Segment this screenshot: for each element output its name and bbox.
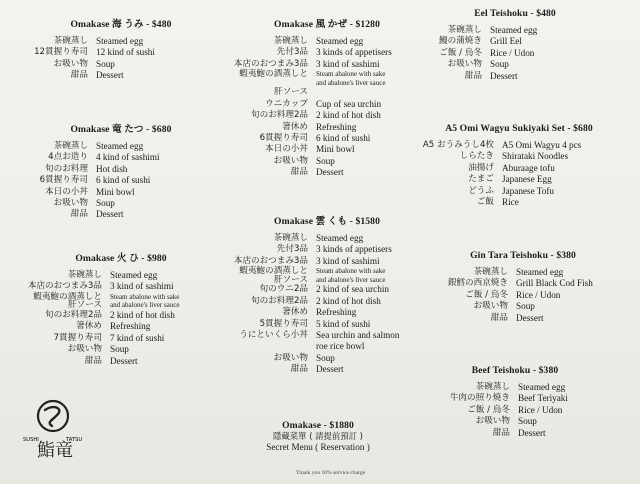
menu-item [222,319,432,330]
menu-item [26,198,216,209]
menu-item-english: Steamed egg [316,36,364,46]
menu-item [26,344,216,355]
menu-item-japanese: お吸い物 [53,198,88,209]
menu-item [222,99,432,110]
menu-item [222,144,432,155]
menu-item-english: Refreshing [110,321,151,332]
menu-item-japanese: 旬のお料理2品 [250,110,308,121]
menu-items [26,270,216,367]
menu-item [418,301,628,312]
section-omakase-kaze [222,16,432,179]
menu-item-japanese: 肝ソース [274,274,308,285]
menu-item-english: Hot dish [96,163,128,174]
menu-items [420,25,610,82]
menu-item-japanese: 箸休め [282,307,308,318]
section-omakase-hi [26,250,216,367]
menu-item-english: Rice / Udon [516,289,561,300]
menu-item-japanese: お吸い物 [273,352,308,363]
menu-item-japanese: ご飯 / 烏冬 [467,404,510,415]
menu-item-japanese: ご飯 / 烏冬 [439,47,482,58]
service-charge-note: Thank you 10% service charge [296,470,366,476]
menu-item-english: Beef Teriyaki [518,393,568,404]
menu-item-japanese: しらたき [459,151,494,162]
menu-item-japanese: 6貫握り寿司 [259,133,308,144]
menu-item-japanese: 茶碗蒸し [447,25,482,35]
menu-item-english: 2 kind of hot dish [316,295,381,306]
menu-item-japanese: 甜品 [490,312,508,323]
menu-item-japanese: ご飯 / 烏冬 [465,289,508,300]
menu-item-japanese: 旬のお料理2品 [250,295,308,306]
menu-item-japanese: 茶碗蒸し [53,36,88,46]
menu-item-japanese: 茶碗蒸し [473,267,508,277]
menu-item-english: 3 kind of sashimi [316,255,380,266]
menu-item-english: Dessert [490,70,518,81]
logo-right-text: TATSU [66,437,83,443]
menu-item [404,174,634,185]
menu-items [222,36,432,179]
secret-menu [258,420,378,454]
menu-item-english: Shirataki Noodles [502,151,569,162]
menu-item [420,393,610,404]
section-gin-tara-teishoku [418,250,628,324]
section-title: Eel Teishoku - $480 [474,8,556,19]
menu-item [222,341,432,352]
menu-item [222,267,432,276]
menu-item-japanese: 5貫握り寿司 [259,318,308,329]
menu-item [418,267,628,278]
logo-left-text: SUSHI [23,437,39,443]
menu-item-english: and abalone's liver sauce [316,275,386,284]
menu-item [222,330,432,341]
menu-item [420,416,610,427]
section-title: Beef Teishoku - $380 [471,365,559,376]
menu-item-english: 5 kind of sushi [316,318,371,329]
menu-item-english: roe rice bowl [316,341,365,352]
menu-item [26,301,216,310]
menu-item [222,353,432,364]
menu-item [26,175,216,186]
menu-item [222,276,432,285]
menu-item [404,163,634,174]
menu-item-english: Rice / Udon [518,404,563,415]
menu-item [26,356,216,367]
menu-item-japanese: 油揚げ [468,162,494,173]
menu-item-japanese: 甜品 [290,364,308,375]
menu-item-japanese: 銀鱈の西京焼き [447,278,508,289]
logo-kanji: 鮨竜 [37,440,73,461]
section-title: Omakase 竜 たつ - $680 [70,124,172,135]
menu-item-english: Grill Eel [490,36,522,47]
section-omakase-kumo [222,213,432,376]
menu-item [222,284,432,295]
menu-item-japanese: 旬のウニ2品 [259,284,308,295]
menu-item [420,405,610,416]
menu-item-english: Soup [490,59,509,70]
menu-item-japanese: 甜品 [84,355,102,366]
menu-item-english: and abalone's liver sauce [316,78,386,87]
section-title: Omakase 海 うみ - $480 [70,19,172,30]
menu-item-english: 7 kind of sushi [110,332,165,343]
menu-item-japanese: お吸い物 [473,301,508,312]
menu-item [26,293,216,302]
menu-item-english: 3 kind of sashimi [110,281,174,292]
menu-item-japanese: お吸い物 [447,59,482,70]
menu-items [420,382,610,439]
menu-items [222,233,432,376]
menu-item-japanese: ご飯 [476,197,494,208]
menu-item [26,47,216,58]
section-omakase-umi [26,16,216,82]
menu-item-japanese: 本日の小丼 [265,144,308,155]
section-title: Gin Tara Teishoku - $380 [470,250,576,261]
menu-item [26,59,216,70]
menu-item-japanese: 4点お造り [48,152,88,163]
menu-item-english: Rice / Udon [490,47,535,58]
menu-item [26,36,216,47]
menu-item [26,321,216,332]
menu-item-english: Steamed egg [316,233,364,243]
menu-item [222,296,432,307]
menu-item-japanese: 本店のおつまみ3品 [233,255,308,266]
menu-item-english: 4 kind of sashimi [96,152,160,163]
menu-item-english: Refreshing [316,121,357,132]
menu-item-japanese: お吸い物 [53,58,88,69]
menu-item-japanese: 茶碗蒸し [67,270,102,280]
menu-item [222,364,432,375]
menu-item [404,151,634,162]
menu-item-japanese: A5 おうみうし4枚 [422,140,494,150]
menu-item [222,233,432,244]
menu-item [420,48,610,59]
menu-item-english: Steamed egg [96,141,144,151]
menu-item-english: Steamed egg [518,382,566,392]
menu-item [404,140,634,151]
secret-jp: 隱藏菜單 ( 請提前預訂 ) [273,431,363,441]
menu-item-english: Dessert [96,209,124,220]
menu-item [222,244,432,255]
menu-item-english: Mini bowl [316,144,355,155]
menu-item-english: Sea urchin and salmon [316,330,400,341]
menu-item-english: 3 kind of sashimi [316,58,380,69]
menu-item [404,186,634,197]
menu-item [420,36,610,47]
menu-item-english: 3 kinds of appetisers [316,244,392,255]
menu-item-japanese: お吸い物 [475,416,510,427]
menu-item-english: 2 kind of sea urchin [316,284,389,295]
menu-item-japanese: 箸休め [76,321,102,332]
menu-item [26,187,216,198]
menu-item-japanese: 肝ソース [274,87,308,98]
menu-item [26,141,216,152]
menu-items [26,36,216,82]
secret-title: Omakase - $1880 [282,420,354,431]
menu-item [420,71,610,82]
menu-item [418,290,628,301]
menu-item [222,79,432,88]
menu-item-english: Steam abalone with sake [316,267,386,276]
menu-item-japanese: 旬のお料理 [45,163,88,174]
menu-items [404,140,634,208]
menu-item [420,25,610,36]
menu-item-japanese: 蝦夷鮑の酒蒸しと [239,69,308,80]
section-eel-teishoku [420,8,610,82]
logo-graphic [18,396,88,464]
menu-item-japanese: 茶碗蒸し [273,36,308,46]
menu-item-japanese: 12貫握り寿司 [34,47,88,58]
menu-item-english: 12 kind of sushi [96,47,155,58]
menu-item-english: Soup [110,344,129,355]
menu-item-english: Dessert [110,355,138,366]
menu-item [222,122,432,133]
menu-item-english: Soup [96,58,115,69]
section-title: Omakase 火 ひ - $980 [75,253,167,264]
menu-item-japanese: うにといくら小丼 [239,330,308,341]
menu-item [26,209,216,220]
restaurant-logo [18,396,88,464]
menu-item-japanese: 箸休め [282,121,308,132]
menu-item [222,156,432,167]
menu-item-japanese: 先付3品 [276,47,308,58]
menu-item [222,70,432,79]
section-title: Omakase 雲 くも - $1580 [274,216,380,227]
menu-item-english: Rice [502,197,519,208]
menu-item [418,278,628,289]
menu-item-japanese: お吸い物 [273,155,308,166]
menu-item-japanese: お吸い物 [67,344,102,355]
menu-item-english: Dessert [316,364,344,375]
section-wagyu-sukiyaki [404,123,634,208]
menu-item-english: Dessert [96,70,124,81]
menu-item [222,47,432,58]
menu-item [26,70,216,81]
menu-item [222,133,432,144]
menu-item-english: Soup [316,155,335,166]
section-beef-teishoku [420,365,610,439]
menu-item-english: Steamed egg [516,267,564,277]
menu-item [222,36,432,47]
menu-item-english: Dessert [516,312,544,323]
menu-item [26,270,216,281]
menu-items [418,267,628,324]
menu-item-japanese: ウニカップ [265,98,308,109]
menu-item-japanese: たまご [468,174,494,185]
menu-items [26,141,216,221]
menu-item-english: Steamed egg [96,36,144,46]
menu-item [420,59,610,70]
menu-item-english: 2 kind of hot dish [316,110,381,121]
menu-item-english: Steam abalone with sake [316,70,386,79]
menu-item-japanese: 蝦夷鮑の酒蒸しと [33,291,102,302]
section-omakase-tatsu [26,121,216,221]
menu-item-english: Refreshing [316,307,357,318]
menu-item-english: Cup of sea urchin [316,98,382,109]
menu-item-japanese: 6貫握り寿司 [39,175,88,186]
menu-item [26,333,216,344]
menu-item-japanese: 鰻の蒲焼き [439,36,482,47]
menu-item-english: Mini bowl [96,186,135,197]
menu-item-japanese: 甜品 [290,167,308,178]
menu-item-japanese: 甜品 [70,209,88,220]
menu-item-english: 6 kind of sushi [96,175,151,186]
menu-item-english: Grill Black Cod Fish [516,278,593,289]
menu-item [26,164,216,175]
secret-en: Secret Menu ( Reservation ) [266,442,370,453]
menu-item-japanese: 旬のお料理2品 [44,310,102,320]
menu-item-japanese: 茶碗蒸し [475,382,510,392]
menu-item-english: Aburaage tofu [502,162,555,173]
menu-item-english: Soup [516,301,535,312]
menu-item-english: 3 kinds of appetisers [316,47,392,58]
menu-item [222,110,432,121]
menu-item-japanese: 本日の小丼 [45,186,88,197]
menu-item-japanese: 先付3品 [276,244,308,255]
menu-item [420,382,610,393]
menu-item-japanese: 7貫握り寿司 [53,332,102,343]
section-title: Omakase 風 かぜ - $1280 [274,19,380,30]
menu-item [404,197,634,208]
menu-item [26,152,216,163]
menu-item-english: 6 kind of sushi [316,133,371,144]
menu-item-japanese: 本店のおつまみ3品 [27,281,102,292]
menu-item-english: and abalone's liver sauce [110,301,180,310]
menu-item [418,313,628,324]
menu-item-japanese: 牛肉の照り焼き [449,393,510,404]
menu-item [222,87,432,98]
menu-item [222,167,432,178]
menu-item-english: Soup [518,416,537,427]
menu-item-english: Japanese Tofu [502,185,554,196]
menu-item [222,307,432,318]
menu-item-japanese: 茶碗蒸し [53,141,88,151]
menu-item-japanese: どうふ [468,185,494,196]
menu-item-english: Dessert [316,167,344,178]
menu-item-japanese: 肝ソース [68,300,102,311]
menu-item-english: Japanese Egg [502,174,552,185]
menu-item-japanese: 甜品 [70,70,88,81]
menu-item-japanese: 本店のおつまみ3品 [233,58,308,69]
menu-item-english: Steam abalone with sake [110,292,180,301]
menu-item-english: Steamed egg [110,270,158,280]
menu-item-english: A5 Omi Wagyu 4 pcs [502,140,582,150]
menu-item-english: Dessert [518,427,546,438]
menu-item-japanese: 甜品 [464,70,482,81]
menu-item-english: Soup [316,352,335,363]
section-title: A5 Omi Wagyu Sukiyaki Set - $680 [445,123,593,134]
menu-item-japanese: 蝦夷鮑の酒蒸しと [239,266,308,277]
menu-item-english: Soup [96,198,115,209]
menu-item [420,428,610,439]
menu-item-english: Steamed egg [490,25,538,35]
menu-item-japanese: 甜品 [492,427,510,438]
menu-item [26,310,216,321]
menu-item-japanese: 茶碗蒸し [273,233,308,243]
menu-item-english: 2 kind of hot dish [110,310,175,320]
